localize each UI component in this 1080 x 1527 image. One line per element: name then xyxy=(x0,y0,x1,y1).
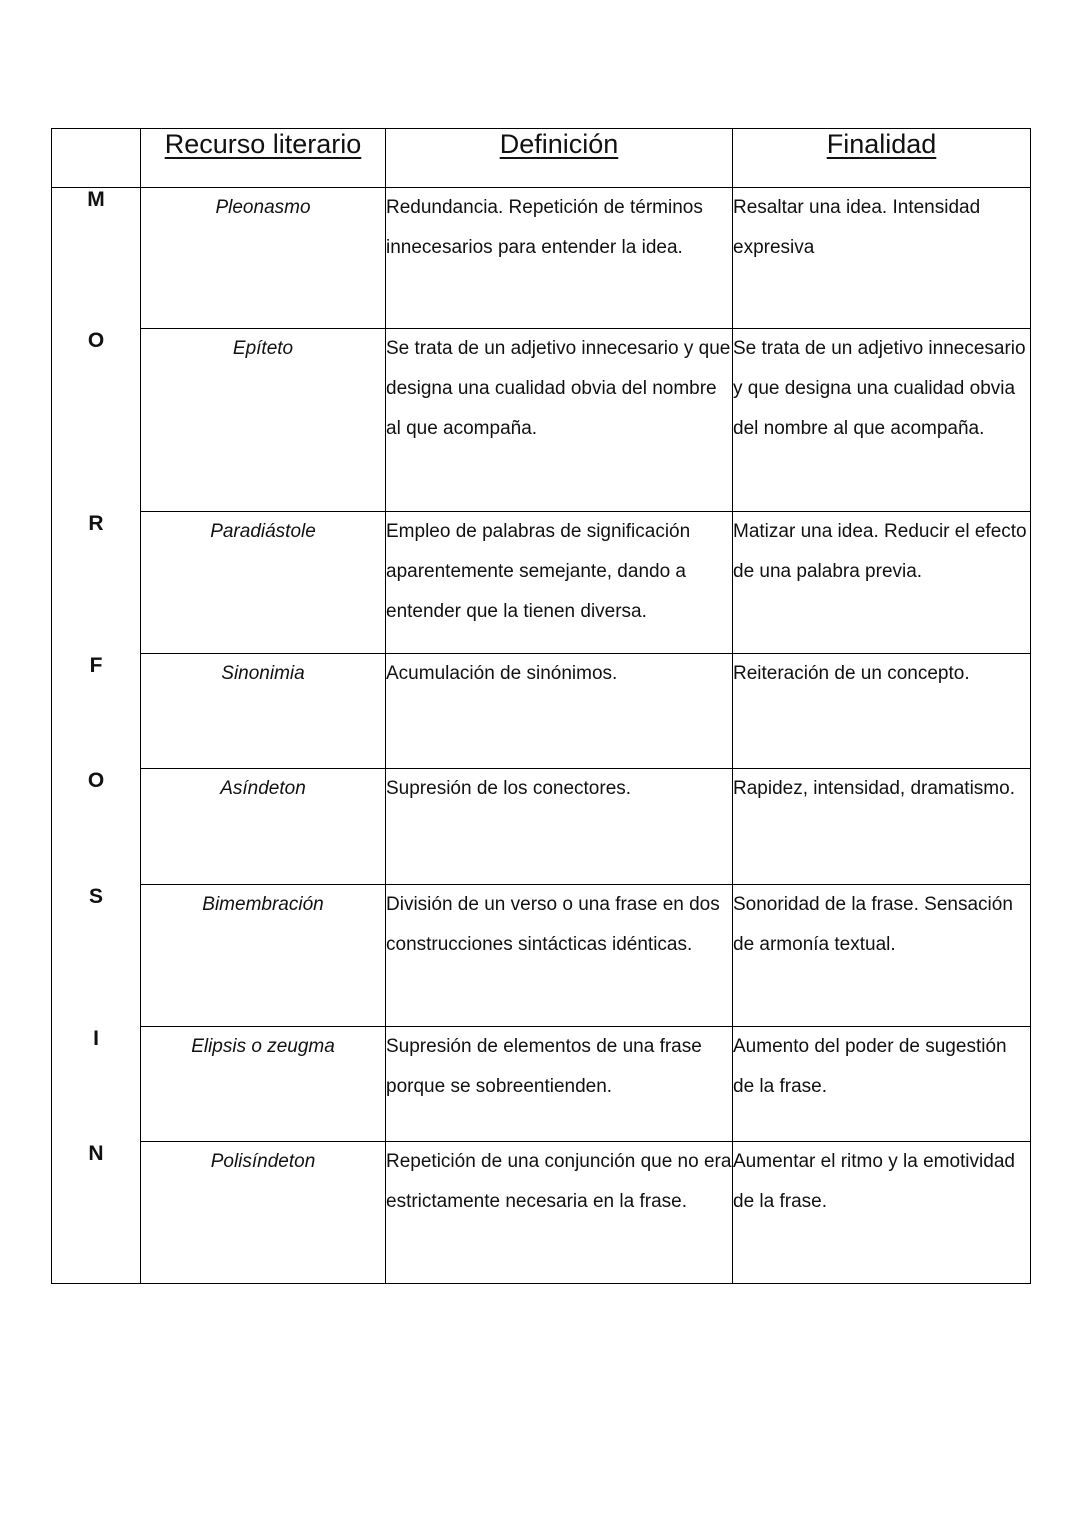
literary-devices-sheet xyxy=(51,128,1030,1284)
header-corner-cell xyxy=(52,129,141,188)
purpose-cell: Matizar una idea. Reducir el efecto de una palabra previa. xyxy=(733,512,1031,654)
resource-name: Pleonasmo xyxy=(141,188,386,329)
resource-name: Paradiástole xyxy=(141,512,386,654)
definition-cell: Supresión de elementos de una frase porque se sobreentienden. xyxy=(386,1027,733,1142)
acrostic-letter: M xyxy=(52,188,141,329)
definition-cell: Se trata de un adjetivo innecesario y que designa una cualidad obvia del nombre al que acompaña. xyxy=(386,329,733,512)
acrostic-letter: N xyxy=(52,1142,141,1284)
header-definition xyxy=(386,129,733,188)
table-row xyxy=(52,769,1031,885)
purpose-cell: Resaltar una idea. Intensidad expresiva xyxy=(733,188,1031,329)
definition-cell: Redundancia. Repetición de términos innecesarios para entender la idea. xyxy=(386,188,733,329)
purpose-cell: Sonoridad de la frase. Sensación de armonía textual. xyxy=(733,885,1031,1027)
resource-name: Elipsis o zeugma xyxy=(141,1027,386,1142)
header-purpose-label: Finalidad xyxy=(826,129,937,159)
header-row xyxy=(52,129,1031,188)
table-row xyxy=(52,1142,1031,1284)
purpose-cell: Reiteración de un concepto. xyxy=(733,654,1031,769)
acrostic-letter: F xyxy=(52,654,141,769)
acrostic-letter: R xyxy=(52,512,141,654)
table-row xyxy=(52,885,1031,1027)
resource-name: Sinonimia xyxy=(141,654,386,769)
resource-name: Asíndeton xyxy=(141,769,386,885)
purpose-cell: Se trata de un adjetivo innecesario y que designa una cualidad obvia del nombre al que acompaña. xyxy=(733,329,1031,512)
header-purpose xyxy=(733,129,1031,188)
definition-cell: Repetición de una conjunción que no era estrictamente necesaria en la frase. xyxy=(386,1142,733,1284)
header-resource xyxy=(141,129,386,188)
acrostic-letter: I xyxy=(52,1027,141,1142)
table-row xyxy=(52,329,1031,512)
definition-cell: Empleo de palabras de significación aparentemente semejante, dando a entender que la tienen diversa. xyxy=(386,512,733,654)
definition-cell: Supresión de los conectores. xyxy=(386,769,733,885)
table-row xyxy=(52,512,1031,654)
acrostic-letter: O xyxy=(52,769,141,885)
literary-devices-table xyxy=(51,128,1031,1284)
table-row xyxy=(52,188,1031,329)
definition-cell: División de un verso o una frase en dos construcciones sintácticas idénticas. xyxy=(386,885,733,1027)
resource-name: Epíteto xyxy=(141,329,386,512)
resource-name: Bimembración xyxy=(141,885,386,1027)
acrostic-letter: O xyxy=(52,329,141,512)
purpose-cell: Aumentar el ritmo y la emotividad de la frase. xyxy=(733,1142,1031,1284)
table-row xyxy=(52,654,1031,769)
purpose-cell: Rapidez, intensidad, dramatismo. xyxy=(733,769,1031,885)
header-definition-label: Definición xyxy=(499,129,619,159)
acrostic-letter: S xyxy=(52,885,141,1027)
definition-cell: Acumulación de sinónimos. xyxy=(386,654,733,769)
resource-name: Polisíndeton xyxy=(141,1142,386,1284)
header-resource-label: Recurso literario xyxy=(164,129,362,159)
table-row xyxy=(52,1027,1031,1142)
purpose-cell: Aumento del poder de sugestión de la frase. xyxy=(733,1027,1031,1142)
